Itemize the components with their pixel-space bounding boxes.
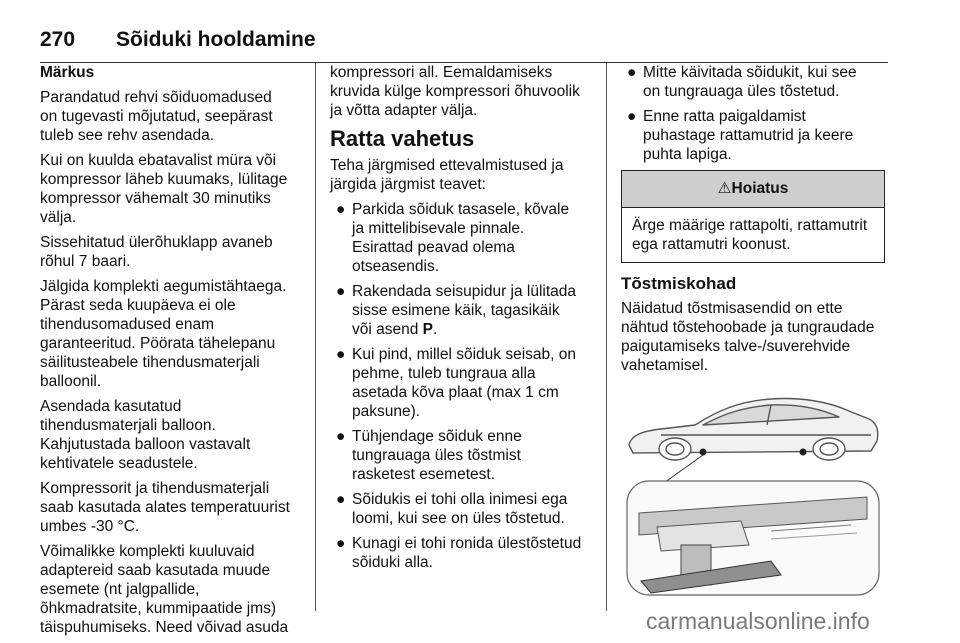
list-item: ● Rakendada seisupidur ja lülitada sisse esimene käik, tagasikäik või asend P.	[336, 283, 577, 338]
chapter-title: Sõiduki hooldamine	[116, 28, 316, 51]
warning-header	[622, 171, 884, 208]
column-3	[621, 63, 887, 381]
paragraph: Võimalikke komplekti kuuluvaid adaptereid saab kasutada muude esemete (nt jalgpallide, õhkmadratsite, kummipaatide jms) täispuhumiseks. Need võivad asuda	[40, 543, 289, 636]
paragraph: Näidatud tõstmisasendid on ette nähtud tõstehoobade ja tungraudade paigutamiseks talve-/suverehvide vahetamisel.	[621, 300, 875, 374]
list-item: ● Enne ratta paigaldamist puhastage rattamutrid ja keere puhta lapiga.	[627, 108, 854, 163]
list-item: ● Kunagi ei tohi ronida ülestõstetud sõiduki alla.	[336, 535, 582, 571]
continued-paragraph: kompressori all. Eemaldamiseks kruvida külge kompressori õhuvoolik ja võtta adapter välja.	[330, 64, 580, 119]
lift-point-detail	[627, 481, 879, 595]
column-1	[40, 63, 302, 643]
paragraph: Parandatud rehvi sõiduomadused on tugevasti mõjutatud, seepärast tuleb see rehv asendada.	[40, 89, 273, 144]
intro-paragraph: Teha järgmised ettevalmistused ja järgida järgmist teavet:	[330, 157, 564, 193]
list-item: ● Kui pind, millel sõiduk seisab, on pehme, tuleb tungraua alla asetada kõva plaat (max 1 cm paksune).	[336, 346, 577, 420]
bullet-icon: ●	[627, 64, 637, 81]
page-number: 270	[40, 28, 76, 51]
warning-box	[621, 170, 885, 263]
column-2	[330, 63, 594, 578]
warning-text: Ärge määrige rattapolti, rattamutrit ega rattamutri koonust.	[632, 217, 868, 253]
car-lift-diagram	[621, 385, 885, 597]
paragraph: Kompressorit ja tihendusmaterjali saab kasutada alates temperatuurist umbes -30 °C.	[40, 480, 290, 535]
preparation-list	[330, 200, 594, 572]
lift-point-rear-icon	[800, 449, 807, 456]
watermark: carmanualsonline.info	[646, 608, 870, 634]
paragraph: Jälgida komplekti aegumistähtaega. Pärast seda kuupäeva ei ole tihendusomadused enam garanteeritud. Pöörata tähelepanu säilitusteabele tihendusmaterjali balloonil.	[40, 278, 287, 390]
gear-position-p: P	[422, 321, 434, 338]
bullet-icon: ●	[336, 535, 346, 552]
bullet-icon: ●	[336, 201, 346, 218]
precaution-list	[621, 63, 887, 164]
paragraph: Kui on kuulda ebatavalist müra või kompressor läheb kuumaks, lülitage kompressor vähemalt 30 minutiks välja.	[40, 152, 288, 226]
bullet-icon: ●	[336, 283, 346, 300]
list-item: ● Mitte käivitada sõidukit, kui see on tungrauaga üles tõstetud.	[627, 64, 857, 100]
bullet-icon: ●	[336, 428, 346, 445]
list-item: ● Tühjendage sõiduk enne tungrauaga üles tõstmist rasketest esemetest.	[336, 428, 522, 483]
page-header	[40, 22, 888, 52]
section-heading-lifting-points: Tõstmiskohad	[621, 274, 737, 293]
lift-point-front-icon	[700, 449, 707, 456]
warning-icon: ⚠	[717, 180, 732, 197]
column-divider-1	[315, 63, 316, 611]
note-heading: Märkus	[40, 64, 95, 81]
paragraph: Sissehitatud ülerõhuklapp avaneb rõhul 7 baari.	[40, 234, 273, 270]
warning-title: Hoiatus	[731, 180, 789, 197]
list-item: ● Parkida sõiduk tasasele, kõvale ja mittelibisevale pinnale. Esirattad peavad olema otseasendis.	[336, 201, 570, 275]
bullet-icon: ●	[627, 108, 637, 125]
list-item: ● Sõidukis ei tohi olla inimesi ega loomi, kui see on üles tõstetud.	[336, 491, 568, 527]
section-heading-wheel-change: Ratta vahetus	[330, 126, 475, 151]
paragraph: Asendada kasutatud tihendusmaterjali balloon. Kahjutustada balloon vastavalt kehtivatele seadustele.	[40, 398, 251, 472]
bullet-icon: ●	[336, 346, 346, 363]
lifting-point-illustration	[621, 385, 885, 597]
column-divider-2	[606, 63, 607, 611]
bullet-icon: ●	[336, 491, 346, 508]
